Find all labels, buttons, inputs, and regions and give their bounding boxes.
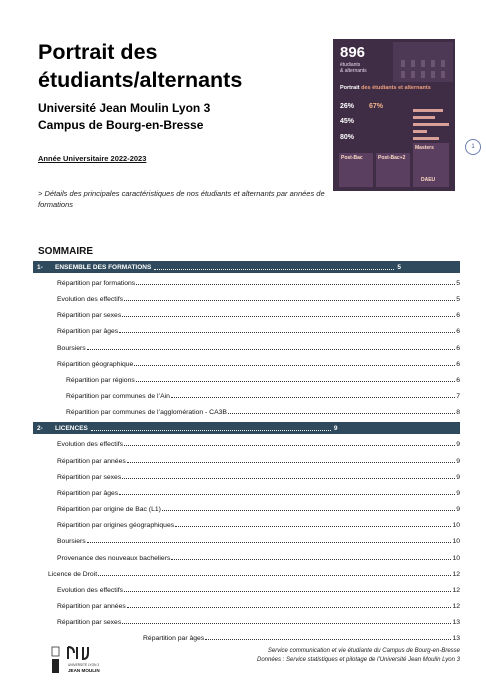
cover-big-label-2: & alternants <box>340 68 367 74</box>
toc-item[interactable]: Répartition géographique 6 <box>57 361 460 368</box>
university-logo <box>50 645 100 681</box>
toc-section-label: LICENCES <box>55 424 88 432</box>
toc-item[interactable]: Provenance des nouveaux bacheliers 10 <box>57 555 460 562</box>
toc-item[interactable]: Evolution des effectifs 5 <box>57 296 460 303</box>
toc-heading: SOMMAIRE <box>38 246 93 257</box>
footer-credit-2: Données : Service statistiques et pilotage de l’Université Jean Moulin Lyon 3 <box>256 657 460 663</box>
toc-item[interactable]: Boursiers 6 <box>57 345 460 352</box>
cover-big-label: étudiants <box>340 62 361 68</box>
toc-section-2[interactable] <box>33 422 460 434</box>
logo-line-2: JEAN MOULIN <box>68 668 100 673</box>
lion-icon <box>52 659 59 673</box>
toc-item[interactable]: Répartition par formations 5 <box>57 280 460 287</box>
toc-item[interactable]: Licence de Droit 12 <box>48 571 460 578</box>
toc-item[interactable]: Répartition par années 12 <box>57 603 460 610</box>
toc-item[interactable]: Evolution des effectifs 12 <box>57 587 460 594</box>
cover-bar <box>413 109 443 112</box>
cover-pct-2: 67% <box>369 103 384 110</box>
toc-item[interactable]: Répartition par sexes 9 <box>57 474 460 481</box>
toc-item[interactable]: Répartition par origine de Bac (L1) 9 <box>57 506 460 513</box>
cover-big-number: 896 <box>340 44 366 61</box>
institution-block <box>38 100 210 134</box>
toc-subitem[interactable]: Répartition par communes de l’Ain 7 <box>66 393 460 400</box>
toc-section-page: 5 <box>397 263 401 271</box>
cover-box-label: Post-Bac+2 <box>378 155 406 161</box>
crest-icon <box>52 647 59 656</box>
cover-box-label: Masters <box>415 145 434 151</box>
toc-subitem[interactable]: Répartition par régions 6 <box>66 377 460 384</box>
cover-pct-4: 80% <box>340 134 355 141</box>
toc-section-1[interactable] <box>33 261 460 273</box>
logo-line-1: UNIVERSITÉ LYON 3 <box>68 663 100 667</box>
toc-section-page: 9 <box>333 424 338 432</box>
intro-text: > Détails des principales caractéristiques de nos étudiants et alternants par années de formations <box>38 189 325 209</box>
toc-item[interactable]: Répartition par sexes 6 <box>57 312 460 319</box>
building-illustration <box>393 42 453 82</box>
page-number-badge: 1 <box>465 139 481 155</box>
toc-section-number: 2- <box>37 424 43 432</box>
toc-item[interactable]: Répartition par âges 13 <box>143 635 460 642</box>
toc-section-number: 1- <box>37 263 43 271</box>
footer-credit-1: Service communication et vie étudiante du Campus de Bourg-en-Bresse <box>267 648 460 654</box>
toc-item[interactable]: Evolution des effectifs 9 <box>57 441 460 448</box>
toc-item[interactable]: Boursiers 10 <box>57 538 460 545</box>
toc-subitem[interactable]: Répartition par communes de l’agglomération - CA3B 8 <box>66 409 460 416</box>
toc-section-label: ENSEMBLE DES FORMATIONS <box>55 263 152 271</box>
cover-pct-1: 26% <box>340 103 355 110</box>
cover-bar <box>413 137 439 140</box>
cover-bar <box>413 130 427 133</box>
logo-mark-icon <box>68 647 88 659</box>
cover-bar <box>413 123 449 126</box>
cover-box-label: Post-Bac <box>341 155 363 161</box>
cover-pct-3: 45% <box>340 118 355 125</box>
toc-item[interactable]: Répartition par âges 9 <box>57 490 460 497</box>
toc-item[interactable]: Répartition par âges 6 <box>57 328 460 335</box>
academic-year: Année Universitaire 2022-2023 <box>38 154 147 163</box>
cover-thumbnail <box>333 39 455 191</box>
university-name: Université Jean Moulin Lyon 3 <box>38 101 211 115</box>
document-title: Portrait des étudiants/alternants <box>38 40 243 92</box>
toc-item[interactable]: Répartition par sexes 13 <box>57 619 460 626</box>
toc-item[interactable]: Répartition par origines géographiques 10 <box>57 522 460 529</box>
campus-name: Campus de Bourg-en-Bresse <box>38 118 204 132</box>
cover-box-label: DAEU <box>421 177 436 183</box>
toc-item[interactable]: Répartition par années 9 <box>57 458 460 465</box>
cover-bar <box>413 116 435 119</box>
cover-title: Portrait des étudiants et alternants <box>340 85 431 91</box>
